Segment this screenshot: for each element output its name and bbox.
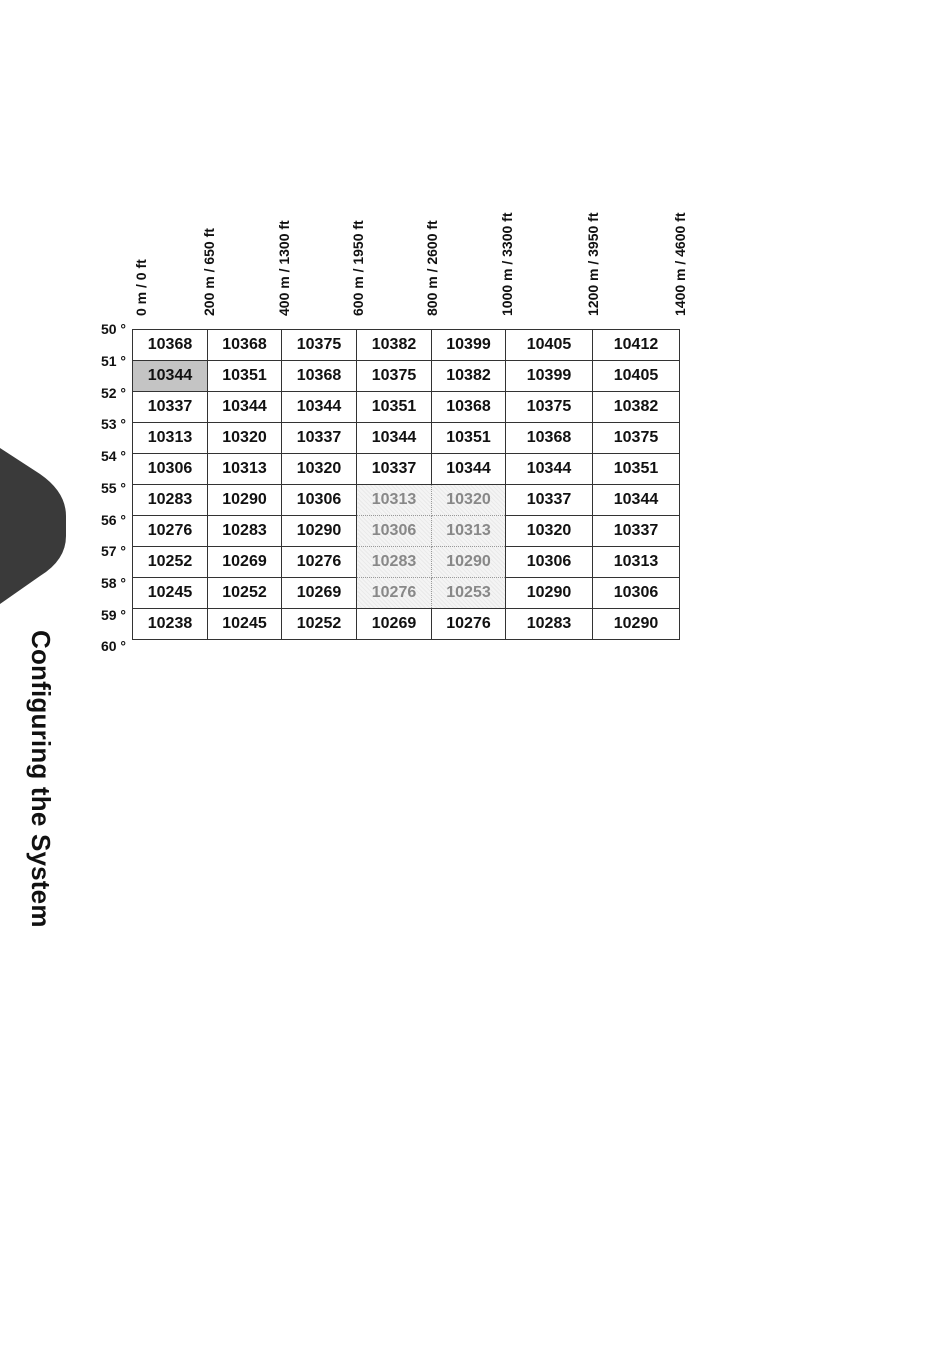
row-label: 58 °	[100, 575, 126, 591]
table-cell-faded: 10320	[432, 485, 506, 516]
row-label: 57 °	[100, 543, 126, 559]
table-cell: 10375	[282, 330, 357, 361]
table-cell: 10238	[133, 609, 208, 640]
table-cell: 10276	[133, 516, 208, 547]
table-row	[133, 485, 680, 516]
table-cell: 10351	[357, 392, 432, 423]
table-cell-highlighted: 10344	[133, 361, 208, 392]
table-cell: 10351	[432, 423, 506, 454]
table-cell: 10375	[506, 392, 593, 423]
table-cell: 10283	[208, 516, 282, 547]
section-tab-shape	[0, 440, 70, 610]
table-cell: 10375	[357, 361, 432, 392]
table-cell: 10313	[593, 547, 680, 578]
table-cell: 10344	[282, 392, 357, 423]
table-cell: 10283	[506, 609, 593, 640]
table-cell: 10252	[133, 547, 208, 578]
table-row	[133, 609, 680, 640]
table-cell: 10399	[506, 361, 593, 392]
table-cell: 10405	[593, 361, 680, 392]
row-label: 53 °	[100, 416, 126, 432]
table-cell: 10245	[208, 609, 282, 640]
table-cell: 10245	[133, 578, 208, 609]
table-row	[133, 361, 680, 392]
table-cell: 10306	[593, 578, 680, 609]
column-header-label: 1400 m / 4600 ft	[672, 212, 688, 316]
table-cell: 10382	[357, 330, 432, 361]
table-cell: 10313	[208, 454, 282, 485]
column-header-label: 200 m / 650 ft	[201, 228, 217, 316]
table-cell: 10306	[506, 547, 593, 578]
row-label: 55 °	[100, 480, 126, 496]
table-cell: 10269	[282, 578, 357, 609]
table-cell: 10405	[506, 330, 593, 361]
row-label: 56 °	[100, 512, 126, 528]
table-cell: 10368	[506, 423, 593, 454]
table-cell: 10344	[593, 485, 680, 516]
table-cell: 10351	[593, 454, 680, 485]
pressure-table	[132, 329, 680, 640]
row-label: 52 °	[100, 385, 126, 401]
table-cell: 10320	[282, 454, 357, 485]
table-row	[133, 454, 680, 485]
table-cell-faded: 10253	[432, 578, 506, 609]
table-cell: 10382	[593, 392, 680, 423]
table-row	[133, 578, 680, 609]
table-cell: 10290	[282, 516, 357, 547]
row-label: 54 °	[100, 448, 126, 464]
table-cell: 10344	[208, 392, 282, 423]
table-cell: 10276	[432, 609, 506, 640]
table-cell: 10283	[133, 485, 208, 516]
table-cell: 10290	[506, 578, 593, 609]
table-cell: 10269	[208, 547, 282, 578]
table-cell: 10382	[432, 361, 506, 392]
section-title: Configuring the System	[26, 630, 56, 928]
table-cell: 10290	[208, 485, 282, 516]
table-cell: 10290	[593, 609, 680, 640]
table-cell: 10337	[282, 423, 357, 454]
table-cell: 10344	[357, 423, 432, 454]
table-cell: 10337	[593, 516, 680, 547]
row-label: 51 °	[100, 353, 126, 369]
table-cell: 10337	[357, 454, 432, 485]
table-row	[133, 423, 680, 454]
table-row	[133, 330, 680, 361]
table-cell: 10368	[282, 361, 357, 392]
table-cell: 10368	[208, 330, 282, 361]
table-cell-faded: 10283	[357, 547, 432, 578]
table-cell: 10351	[208, 361, 282, 392]
table-cell: 10313	[133, 423, 208, 454]
row-label: 50 °	[100, 321, 126, 337]
column-header-label: 0 m / 0 ft	[133, 259, 149, 316]
table-cell-faded: 10313	[357, 485, 432, 516]
row-label: 60 °	[100, 638, 126, 654]
table-cell: 10306	[133, 454, 208, 485]
table-cell: 10368	[133, 330, 208, 361]
column-header-label: 800 m / 2600 ft	[424, 220, 440, 316]
table-cell: 10306	[282, 485, 357, 516]
table-row	[133, 547, 680, 578]
table-cell: 10337	[133, 392, 208, 423]
table-cell: 10269	[357, 609, 432, 640]
table-cell: 10252	[208, 578, 282, 609]
table-row	[133, 392, 680, 423]
table-cell: 10252	[282, 609, 357, 640]
table-cell: 10399	[432, 330, 506, 361]
row-label: 59 °	[100, 607, 126, 623]
table-cell: 10337	[506, 485, 593, 516]
table-cell: 10276	[282, 547, 357, 578]
table-cell-faded: 10290	[432, 547, 506, 578]
table-cell: 10344	[506, 454, 593, 485]
column-header-label: 600 m / 1950 ft	[350, 220, 366, 316]
table-cell-faded: 10313	[432, 516, 506, 547]
table-cell: 10368	[432, 392, 506, 423]
column-header-label: 1000 m / 3300 ft	[499, 212, 515, 316]
column-header-label: 1200 m / 3950 ft	[585, 212, 601, 316]
table-cell-faded: 10276	[357, 578, 432, 609]
table-cell: 10412	[593, 330, 680, 361]
table-cell-faded: 10306	[357, 516, 432, 547]
table-cell: 10320	[208, 423, 282, 454]
table-cell: 10344	[432, 454, 506, 485]
table-cell: 10375	[593, 423, 680, 454]
table-cell: 10320	[506, 516, 593, 547]
table-row	[133, 516, 680, 547]
column-header-label: 400 m / 1300 ft	[276, 220, 292, 316]
